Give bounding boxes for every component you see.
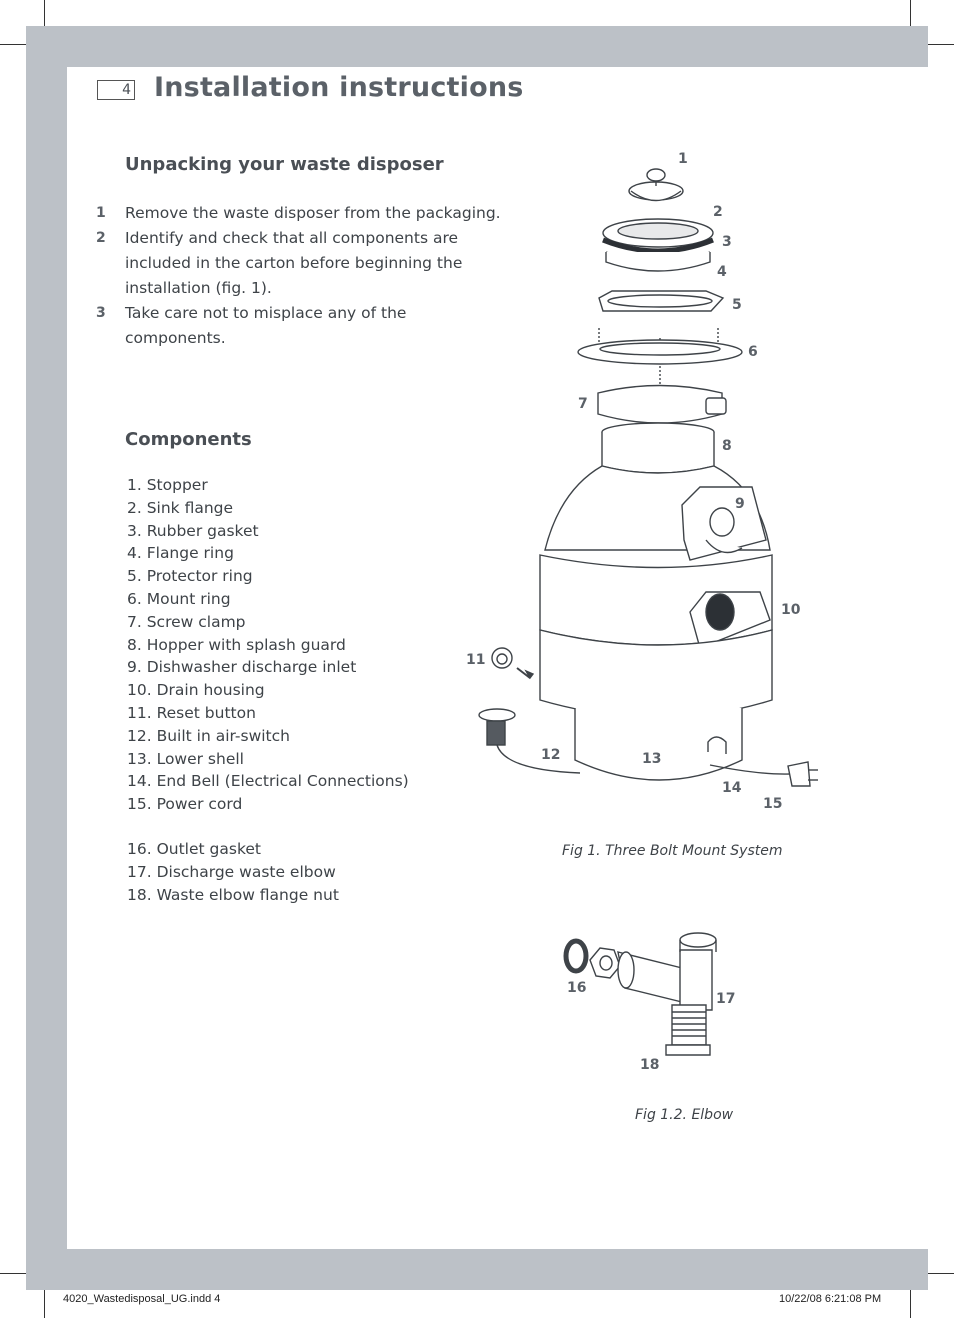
outlet-gasket-part [566,941,586,971]
fig2-caption: Fig 1.2. Elbow [635,1107,734,1123]
power-plug-part [788,762,810,786]
footer-file-info: 4020_Wastedisposal_UG.indd 4 [63,1293,221,1305]
fig-label: 2 [713,204,723,220]
fig-label: 11 [466,652,486,668]
step-number: 3 [96,305,106,321]
fig-label: 15 [763,796,783,812]
components-list [127,474,409,907]
footer-timestamp: 10/22/08 6:21:08 PM [779,1293,882,1305]
list-item: 10. Drain housing [127,681,265,700]
fig-label: 16 [567,980,587,996]
crop-mark [44,1290,45,1318]
step-text [125,226,462,301]
fig-label: 12 [541,747,561,763]
fig-label: 9 [735,496,745,512]
page-title: Installation instructions [154,72,524,103]
list-item: 8. Hopper with splash guard [127,635,346,654]
fig-label: 10 [781,602,801,618]
crop-mark [44,0,45,26]
crop-mark [928,44,954,45]
screw-clamp-part [598,386,722,424]
step-text [125,201,501,226]
fig-label: 8 [722,438,732,454]
fig-label: 1 [678,151,688,167]
list-item: 4. Flange ring [127,544,234,563]
list-item: 16. Outlet gasket [127,840,261,859]
list-item: 7. Screw clamp [127,612,246,631]
page-number: 4 [97,80,135,100]
list-item: 3. Rubber gasket [127,521,259,540]
step-line: installation (fig. 1). [125,279,272,297]
list-item: 18. Waste elbow flange nut [127,886,339,905]
crop-mark [910,1290,911,1318]
crop-mark [0,44,26,45]
fig-label: 6 [748,344,758,360]
fig-label: 7 [578,396,588,412]
step-line: Identify and check that all components are [125,229,459,247]
list-item: 17. Discharge waste elbow [127,863,336,882]
air-switch-part [479,709,515,721]
step-number: 2 [96,230,106,246]
fig-label: 4 [717,264,727,280]
list-item: 15. Power cord [127,795,243,814]
step-line: included in the carton before beginning the [125,254,463,272]
list-item: 13. Lower shell [127,749,244,768]
elbow-diagram [555,922,745,1077]
step-line: components. [125,329,226,347]
step-text [125,301,406,351]
disposer-exploded-diagram [450,140,840,820]
fig1-caption: Fig 1. Three Bolt Mount System [562,843,783,859]
fig-label: 17 [716,991,736,1007]
unpacking-heading: Unpacking your waste disposer [125,154,444,175]
list-spacer [127,816,409,839]
step-line: Take care not to misplace any of the [125,304,407,322]
fig-label: 13 [642,751,662,767]
crop-mark [0,1273,26,1274]
list-item: 6. Mount ring [127,589,231,608]
list-item: 11. Reset button [127,703,256,722]
step-line: Remove the waste disposer from the packaging. [125,204,501,222]
list-item: 12. Built in air-switch [127,726,290,745]
list-item: 5. Protector ring [127,567,253,586]
crop-mark [928,1273,954,1274]
lower-shell-part [575,708,742,780]
list-item: 14. End Bell (Electrical Connections) [127,772,409,791]
fig-label: 14 [722,780,742,796]
list-item: 2. Sink flange [127,498,234,517]
fig-label: 3 [722,234,732,250]
components-heading: Components [125,429,252,450]
step-number: 1 [96,205,106,221]
list-item: 9. Dishwasher discharge inlet [127,658,357,677]
list-item: 1. Stopper [127,476,208,494]
fig-label: 5 [732,297,742,313]
fig-label: 18 [640,1057,660,1073]
crop-mark [910,0,911,26]
